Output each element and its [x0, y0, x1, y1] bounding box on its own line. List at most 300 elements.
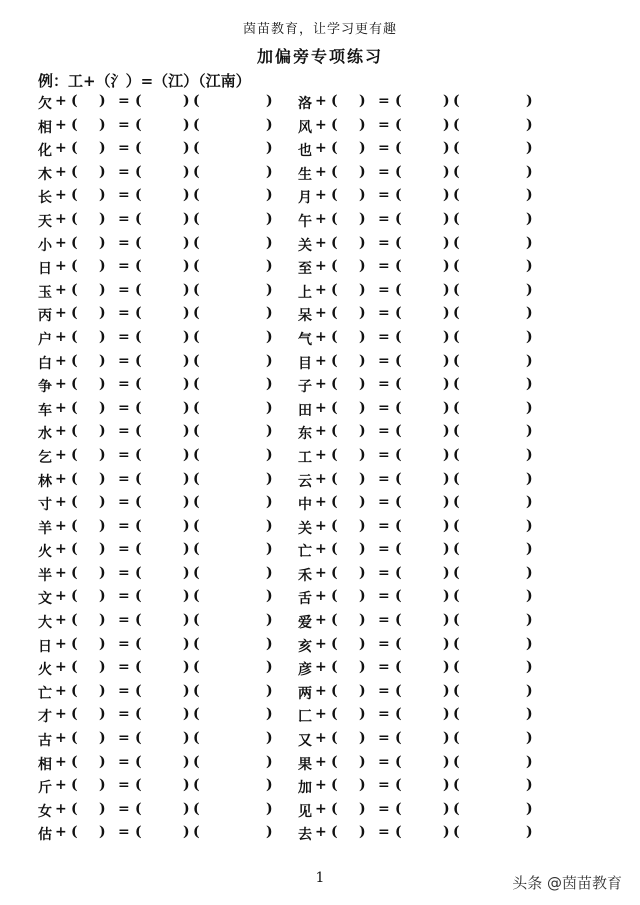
base-character: 亥 — [298, 638, 312, 655]
character-blank-close: ) — [183, 234, 190, 251]
base-character: 日 — [38, 638, 52, 655]
radical-blank-open: ( — [71, 258, 78, 275]
base-character: 化 — [38, 143, 52, 160]
radical-blank-close: ) — [359, 187, 366, 204]
word-blank-close: ) — [526, 824, 533, 841]
character-blank-close: ) — [183, 635, 190, 652]
character-blank-close: ) — [443, 659, 450, 676]
character-blank-open: ( — [135, 281, 142, 298]
base-character: 午 — [298, 213, 312, 230]
plus-sign: + — [55, 446, 67, 463]
word-blank-close: ) — [526, 281, 533, 298]
character-blank-open: ( — [395, 352, 402, 369]
word-blank-open: ( — [453, 494, 460, 511]
radical-blank-open: ( — [331, 612, 338, 629]
character-blank-open: ( — [135, 163, 142, 180]
word-blank-open: ( — [453, 210, 460, 227]
base-character: 至 — [298, 261, 312, 278]
character-blank-close: ) — [183, 517, 190, 534]
exercise-row — [38, 164, 318, 188]
radical-blank-close: ) — [99, 140, 106, 157]
word-blank-close: ) — [266, 706, 273, 723]
exercise-row — [298, 187, 578, 211]
word-blank-open: ( — [193, 376, 200, 393]
word-blank-open: ( — [193, 682, 200, 699]
exercise-row — [38, 235, 318, 259]
word-blank-open: ( — [193, 187, 200, 204]
radical-blank-close: ) — [99, 116, 106, 133]
exercise-row — [38, 140, 318, 164]
equals-sign: = — [378, 116, 390, 133]
equals-sign: = — [118, 682, 130, 699]
character-blank-close: ) — [183, 281, 190, 298]
word-blank-open: ( — [453, 777, 460, 794]
exercise-row — [298, 588, 578, 612]
exercise-row — [298, 447, 578, 471]
character-blank-open: ( — [135, 564, 142, 581]
word-blank-close: ) — [266, 800, 273, 817]
base-character: 关 — [298, 237, 312, 254]
word-blank-open: ( — [453, 399, 460, 416]
base-character: 工 — [298, 449, 312, 466]
base-character: 亡 — [298, 544, 312, 561]
radical-blank-close: ) — [99, 93, 106, 109]
character-blank-close: ) — [443, 635, 450, 652]
character-blank-open: ( — [135, 800, 142, 817]
plus-sign: + — [55, 376, 67, 393]
word-blank-close: ) — [266, 234, 273, 251]
character-blank-open: ( — [135, 116, 142, 133]
character-blank-open: ( — [135, 659, 142, 676]
character-blank-close: ) — [443, 116, 450, 133]
exercise-row — [298, 636, 578, 660]
exercise-row — [298, 258, 578, 282]
radical-blank-open: ( — [71, 517, 78, 534]
plus-sign: + — [55, 305, 67, 322]
radical-blank-close: ) — [359, 258, 366, 275]
exercise-row — [38, 400, 318, 424]
character-blank-open: ( — [135, 753, 142, 770]
radical-blank-close: ) — [359, 612, 366, 629]
word-blank-open: ( — [453, 234, 460, 251]
equals-sign: = — [118, 399, 130, 416]
base-character: 天 — [38, 213, 52, 230]
character-blank-close: ) — [443, 824, 450, 841]
character-blank-open: ( — [395, 682, 402, 699]
radical-blank-close: ) — [99, 800, 106, 817]
character-blank-close: ) — [443, 93, 450, 109]
radical-blank-close: ) — [99, 281, 106, 298]
word-blank-close: ) — [266, 777, 273, 794]
character-blank-open: ( — [135, 187, 142, 204]
character-blank-open: ( — [395, 659, 402, 676]
base-character: 目 — [298, 355, 312, 372]
word-blank-close: ) — [266, 163, 273, 180]
equals-sign: = — [118, 659, 130, 676]
character-blank-open: ( — [135, 446, 142, 463]
plus-sign: + — [315, 541, 327, 558]
word-blank-open: ( — [453, 800, 460, 817]
word-blank-close: ) — [526, 777, 533, 794]
word-blank-close: ) — [526, 659, 533, 676]
equals-sign: = — [118, 163, 130, 180]
character-blank-open: ( — [395, 305, 402, 322]
word-blank-open: ( — [193, 140, 200, 157]
character-blank-close: ) — [183, 116, 190, 133]
word-blank-close: ) — [526, 234, 533, 251]
word-blank-close: ) — [526, 423, 533, 440]
equals-sign: = — [118, 470, 130, 487]
radical-blank-close: ) — [359, 376, 366, 393]
plus-sign: + — [55, 116, 67, 133]
base-character: 又 — [298, 733, 312, 750]
character-blank-close: ) — [183, 564, 190, 581]
character-blank-open: ( — [135, 399, 142, 416]
word-blank-open: ( — [193, 777, 200, 794]
character-blank-open: ( — [395, 470, 402, 487]
word-blank-close: ) — [526, 163, 533, 180]
radical-blank-close: ) — [99, 234, 106, 251]
word-blank-close: ) — [266, 824, 273, 841]
word-blank-close: ) — [526, 116, 533, 133]
plus-sign: + — [315, 564, 327, 581]
base-character: 去 — [298, 827, 312, 844]
radical-blank-open: ( — [71, 281, 78, 298]
character-blank-open: ( — [395, 635, 402, 652]
radical-blank-close: ) — [99, 824, 106, 841]
character-blank-open: ( — [135, 706, 142, 723]
radical-blank-open: ( — [331, 824, 338, 841]
character-blank-close: ) — [443, 399, 450, 416]
radical-blank-close: ) — [359, 777, 366, 794]
radical-blank-open: ( — [71, 446, 78, 463]
radical-blank-close: ) — [359, 423, 366, 440]
character-blank-open: ( — [395, 588, 402, 605]
radical-blank-close: ) — [359, 234, 366, 251]
equals-sign: = — [378, 682, 390, 699]
radical-blank-open: ( — [71, 116, 78, 133]
radical-blank-open: ( — [71, 753, 78, 770]
character-blank-close: ) — [183, 305, 190, 322]
radical-blank-open: ( — [71, 777, 78, 794]
radical-blank-open: ( — [331, 258, 338, 275]
plus-sign: + — [55, 753, 67, 770]
equals-sign: = — [378, 328, 390, 345]
radical-blank-open: ( — [71, 470, 78, 487]
example-line: 例：工+（氵）=（江）（江南） — [38, 72, 251, 90]
radical-blank-close: ) — [359, 305, 366, 322]
radical-blank-open: ( — [331, 517, 338, 534]
word-blank-close: ) — [526, 753, 533, 770]
equals-sign: = — [378, 800, 390, 817]
character-blank-close: ) — [183, 682, 190, 699]
word-blank-close: ) — [266, 612, 273, 629]
equals-sign: = — [118, 494, 130, 511]
exercise-row — [38, 93, 318, 117]
word-blank-open: ( — [193, 423, 200, 440]
radical-blank-close: ) — [359, 140, 366, 157]
equals-sign: = — [118, 423, 130, 440]
word-blank-close: ) — [526, 187, 533, 204]
exercise-row — [298, 494, 578, 518]
base-character: 火 — [38, 544, 52, 561]
word-blank-close: ) — [266, 187, 273, 204]
base-character: 亡 — [38, 685, 52, 702]
character-blank-open: ( — [395, 423, 402, 440]
character-blank-open: ( — [395, 399, 402, 416]
character-blank-open: ( — [135, 541, 142, 558]
equals-sign: = — [118, 517, 130, 534]
radical-blank-close: ) — [99, 730, 106, 747]
word-blank-open: ( — [193, 494, 200, 511]
radical-blank-open: ( — [331, 281, 338, 298]
radical-blank-close: ) — [99, 187, 106, 204]
plus-sign: + — [315, 210, 327, 227]
character-blank-open: ( — [135, 777, 142, 794]
base-character: 火 — [38, 662, 52, 679]
character-blank-close: ) — [443, 187, 450, 204]
plus-sign: + — [315, 753, 327, 770]
plus-sign: + — [315, 800, 327, 817]
word-blank-open: ( — [193, 281, 200, 298]
plus-sign: + — [55, 210, 67, 227]
character-blank-open: ( — [395, 541, 402, 558]
radical-blank-open: ( — [71, 210, 78, 227]
base-character: 子 — [298, 379, 312, 396]
word-blank-open: ( — [453, 423, 460, 440]
word-blank-close: ) — [266, 93, 273, 109]
equals-sign: = — [118, 258, 130, 275]
character-blank-open: ( — [395, 800, 402, 817]
character-blank-open: ( — [135, 93, 142, 109]
character-blank-open: ( — [135, 258, 142, 275]
word-blank-open: ( — [453, 564, 460, 581]
radical-blank-close: ) — [359, 494, 366, 511]
word-blank-open: ( — [193, 352, 200, 369]
radical-blank-close: ) — [359, 753, 366, 770]
character-blank-close: ) — [443, 234, 450, 251]
plus-sign: + — [55, 163, 67, 180]
character-blank-open: ( — [395, 93, 402, 109]
plus-sign: + — [55, 494, 67, 511]
radical-blank-close: ) — [359, 446, 366, 463]
word-blank-close: ) — [526, 446, 533, 463]
plus-sign: + — [55, 399, 67, 416]
character-blank-open: ( — [395, 234, 402, 251]
left-column — [38, 93, 318, 848]
equals-sign: = — [378, 446, 390, 463]
character-blank-open: ( — [135, 824, 142, 841]
word-blank-open: ( — [453, 588, 460, 605]
exercise-row — [298, 235, 578, 259]
plus-sign: + — [55, 730, 67, 747]
word-blank-close: ) — [266, 281, 273, 298]
word-blank-close: ) — [526, 564, 533, 581]
radical-blank-close: ) — [359, 659, 366, 676]
exercise-row — [38, 447, 318, 471]
character-blank-open: ( — [395, 517, 402, 534]
word-blank-open: ( — [453, 140, 460, 157]
word-blank-close: ) — [526, 258, 533, 275]
base-character: 小 — [38, 237, 52, 254]
radical-blank-open: ( — [331, 777, 338, 794]
word-blank-open: ( — [193, 399, 200, 416]
character-blank-close: ) — [443, 281, 450, 298]
plus-sign: + — [55, 612, 67, 629]
radical-blank-open: ( — [331, 93, 338, 109]
character-blank-close: ) — [183, 163, 190, 180]
radical-blank-open: ( — [331, 163, 338, 180]
equals-sign: = — [378, 824, 390, 841]
equals-sign: = — [118, 352, 130, 369]
equals-sign: = — [118, 753, 130, 770]
word-blank-open: ( — [193, 659, 200, 676]
plus-sign: + — [315, 730, 327, 747]
radical-blank-open: ( — [331, 187, 338, 204]
exercise-row — [298, 777, 578, 801]
character-blank-close: ) — [183, 753, 190, 770]
character-blank-open: ( — [395, 612, 402, 629]
character-blank-close: ) — [183, 187, 190, 204]
equals-sign: = — [118, 706, 130, 723]
character-blank-close: ) — [443, 730, 450, 747]
radical-blank-open: ( — [71, 187, 78, 204]
word-blank-close: ) — [266, 494, 273, 511]
radical-blank-open: ( — [331, 635, 338, 652]
equals-sign: = — [118, 588, 130, 605]
radical-blank-open: ( — [71, 494, 78, 511]
character-blank-close: ) — [443, 352, 450, 369]
equals-sign: = — [378, 564, 390, 581]
character-blank-open: ( — [395, 210, 402, 227]
plus-sign: + — [315, 116, 327, 133]
character-blank-close: ) — [183, 612, 190, 629]
base-character: 日 — [38, 261, 52, 278]
exercise-row — [38, 801, 318, 825]
word-blank-open: ( — [453, 706, 460, 723]
equals-sign: = — [378, 163, 390, 180]
character-blank-open: ( — [395, 376, 402, 393]
character-blank-open: ( — [135, 140, 142, 157]
character-blank-open: ( — [395, 163, 402, 180]
radical-blank-open: ( — [71, 588, 78, 605]
word-blank-open: ( — [453, 258, 460, 275]
radical-blank-open: ( — [71, 376, 78, 393]
character-blank-close: ) — [183, 470, 190, 487]
word-blank-close: ) — [266, 541, 273, 558]
exercise-row — [298, 612, 578, 636]
radical-blank-open: ( — [71, 541, 78, 558]
base-character: 关 — [298, 520, 312, 537]
equals-sign: = — [378, 423, 390, 440]
character-blank-open: ( — [135, 588, 142, 605]
character-blank-open: ( — [395, 777, 402, 794]
base-character: 东 — [298, 426, 312, 443]
word-blank-open: ( — [453, 328, 460, 345]
base-character: 彦 — [298, 662, 312, 679]
word-blank-close: ) — [266, 140, 273, 157]
radical-blank-open: ( — [71, 352, 78, 369]
radical-blank-open: ( — [331, 116, 338, 133]
base-character: 田 — [298, 402, 312, 419]
character-blank-open: ( — [135, 423, 142, 440]
equals-sign: = — [378, 187, 390, 204]
base-character: 舌 — [298, 591, 312, 608]
radical-blank-open: ( — [331, 352, 338, 369]
equals-sign: = — [378, 541, 390, 558]
exercise-row — [38, 659, 318, 683]
radical-blank-open: ( — [331, 541, 338, 558]
word-blank-open: ( — [193, 800, 200, 817]
base-character: 乞 — [38, 449, 52, 466]
word-blank-open: ( — [453, 93, 460, 109]
equals-sign: = — [378, 470, 390, 487]
character-blank-open: ( — [135, 730, 142, 747]
word-blank-open: ( — [193, 234, 200, 251]
plus-sign: + — [55, 517, 67, 534]
equals-sign: = — [118, 116, 130, 133]
character-blank-open: ( — [135, 470, 142, 487]
character-blank-close: ) — [443, 376, 450, 393]
word-blank-close: ) — [266, 210, 273, 227]
character-blank-close: ) — [183, 824, 190, 841]
plus-sign: + — [55, 564, 67, 581]
exercise-row — [298, 824, 578, 848]
character-blank-close: ) — [443, 753, 450, 770]
character-blank-close: ) — [183, 659, 190, 676]
base-character: 长 — [38, 190, 52, 207]
character-blank-open: ( — [395, 116, 402, 133]
word-blank-close: ) — [526, 730, 533, 747]
character-blank-close: ) — [443, 258, 450, 275]
radical-blank-close: ) — [359, 635, 366, 652]
radical-blank-close: ) — [99, 446, 106, 463]
equals-sign: = — [118, 305, 130, 322]
equals-sign: = — [118, 187, 130, 204]
character-blank-close: ) — [443, 541, 450, 558]
word-blank-open: ( — [453, 824, 460, 841]
radical-blank-open: ( — [71, 659, 78, 676]
base-character: 林 — [38, 473, 52, 490]
character-blank-open: ( — [395, 824, 402, 841]
radical-blank-close: ) — [99, 682, 106, 699]
word-blank-close: ) — [526, 706, 533, 723]
radical-blank-open: ( — [331, 376, 338, 393]
base-character: 才 — [38, 709, 52, 726]
plus-sign: + — [315, 187, 327, 204]
character-blank-close: ) — [183, 730, 190, 747]
equals-sign: = — [118, 800, 130, 817]
equals-sign: = — [118, 824, 130, 841]
base-character: 半 — [38, 567, 52, 584]
radical-blank-open: ( — [71, 140, 78, 157]
exercise-row — [38, 612, 318, 636]
radical-blank-open: ( — [331, 140, 338, 157]
exercise-row — [38, 824, 318, 848]
plus-sign: + — [55, 140, 67, 157]
base-character: 果 — [298, 756, 312, 773]
base-character: 玉 — [38, 284, 52, 301]
character-blank-open: ( — [395, 564, 402, 581]
character-blank-close: ) — [443, 564, 450, 581]
character-blank-close: ) — [183, 800, 190, 817]
exercise-row — [38, 353, 318, 377]
character-blank-open: ( — [395, 753, 402, 770]
word-blank-close: ) — [526, 140, 533, 157]
character-blank-open: ( — [395, 730, 402, 747]
exercise-row — [298, 376, 578, 400]
equals-sign: = — [378, 210, 390, 227]
